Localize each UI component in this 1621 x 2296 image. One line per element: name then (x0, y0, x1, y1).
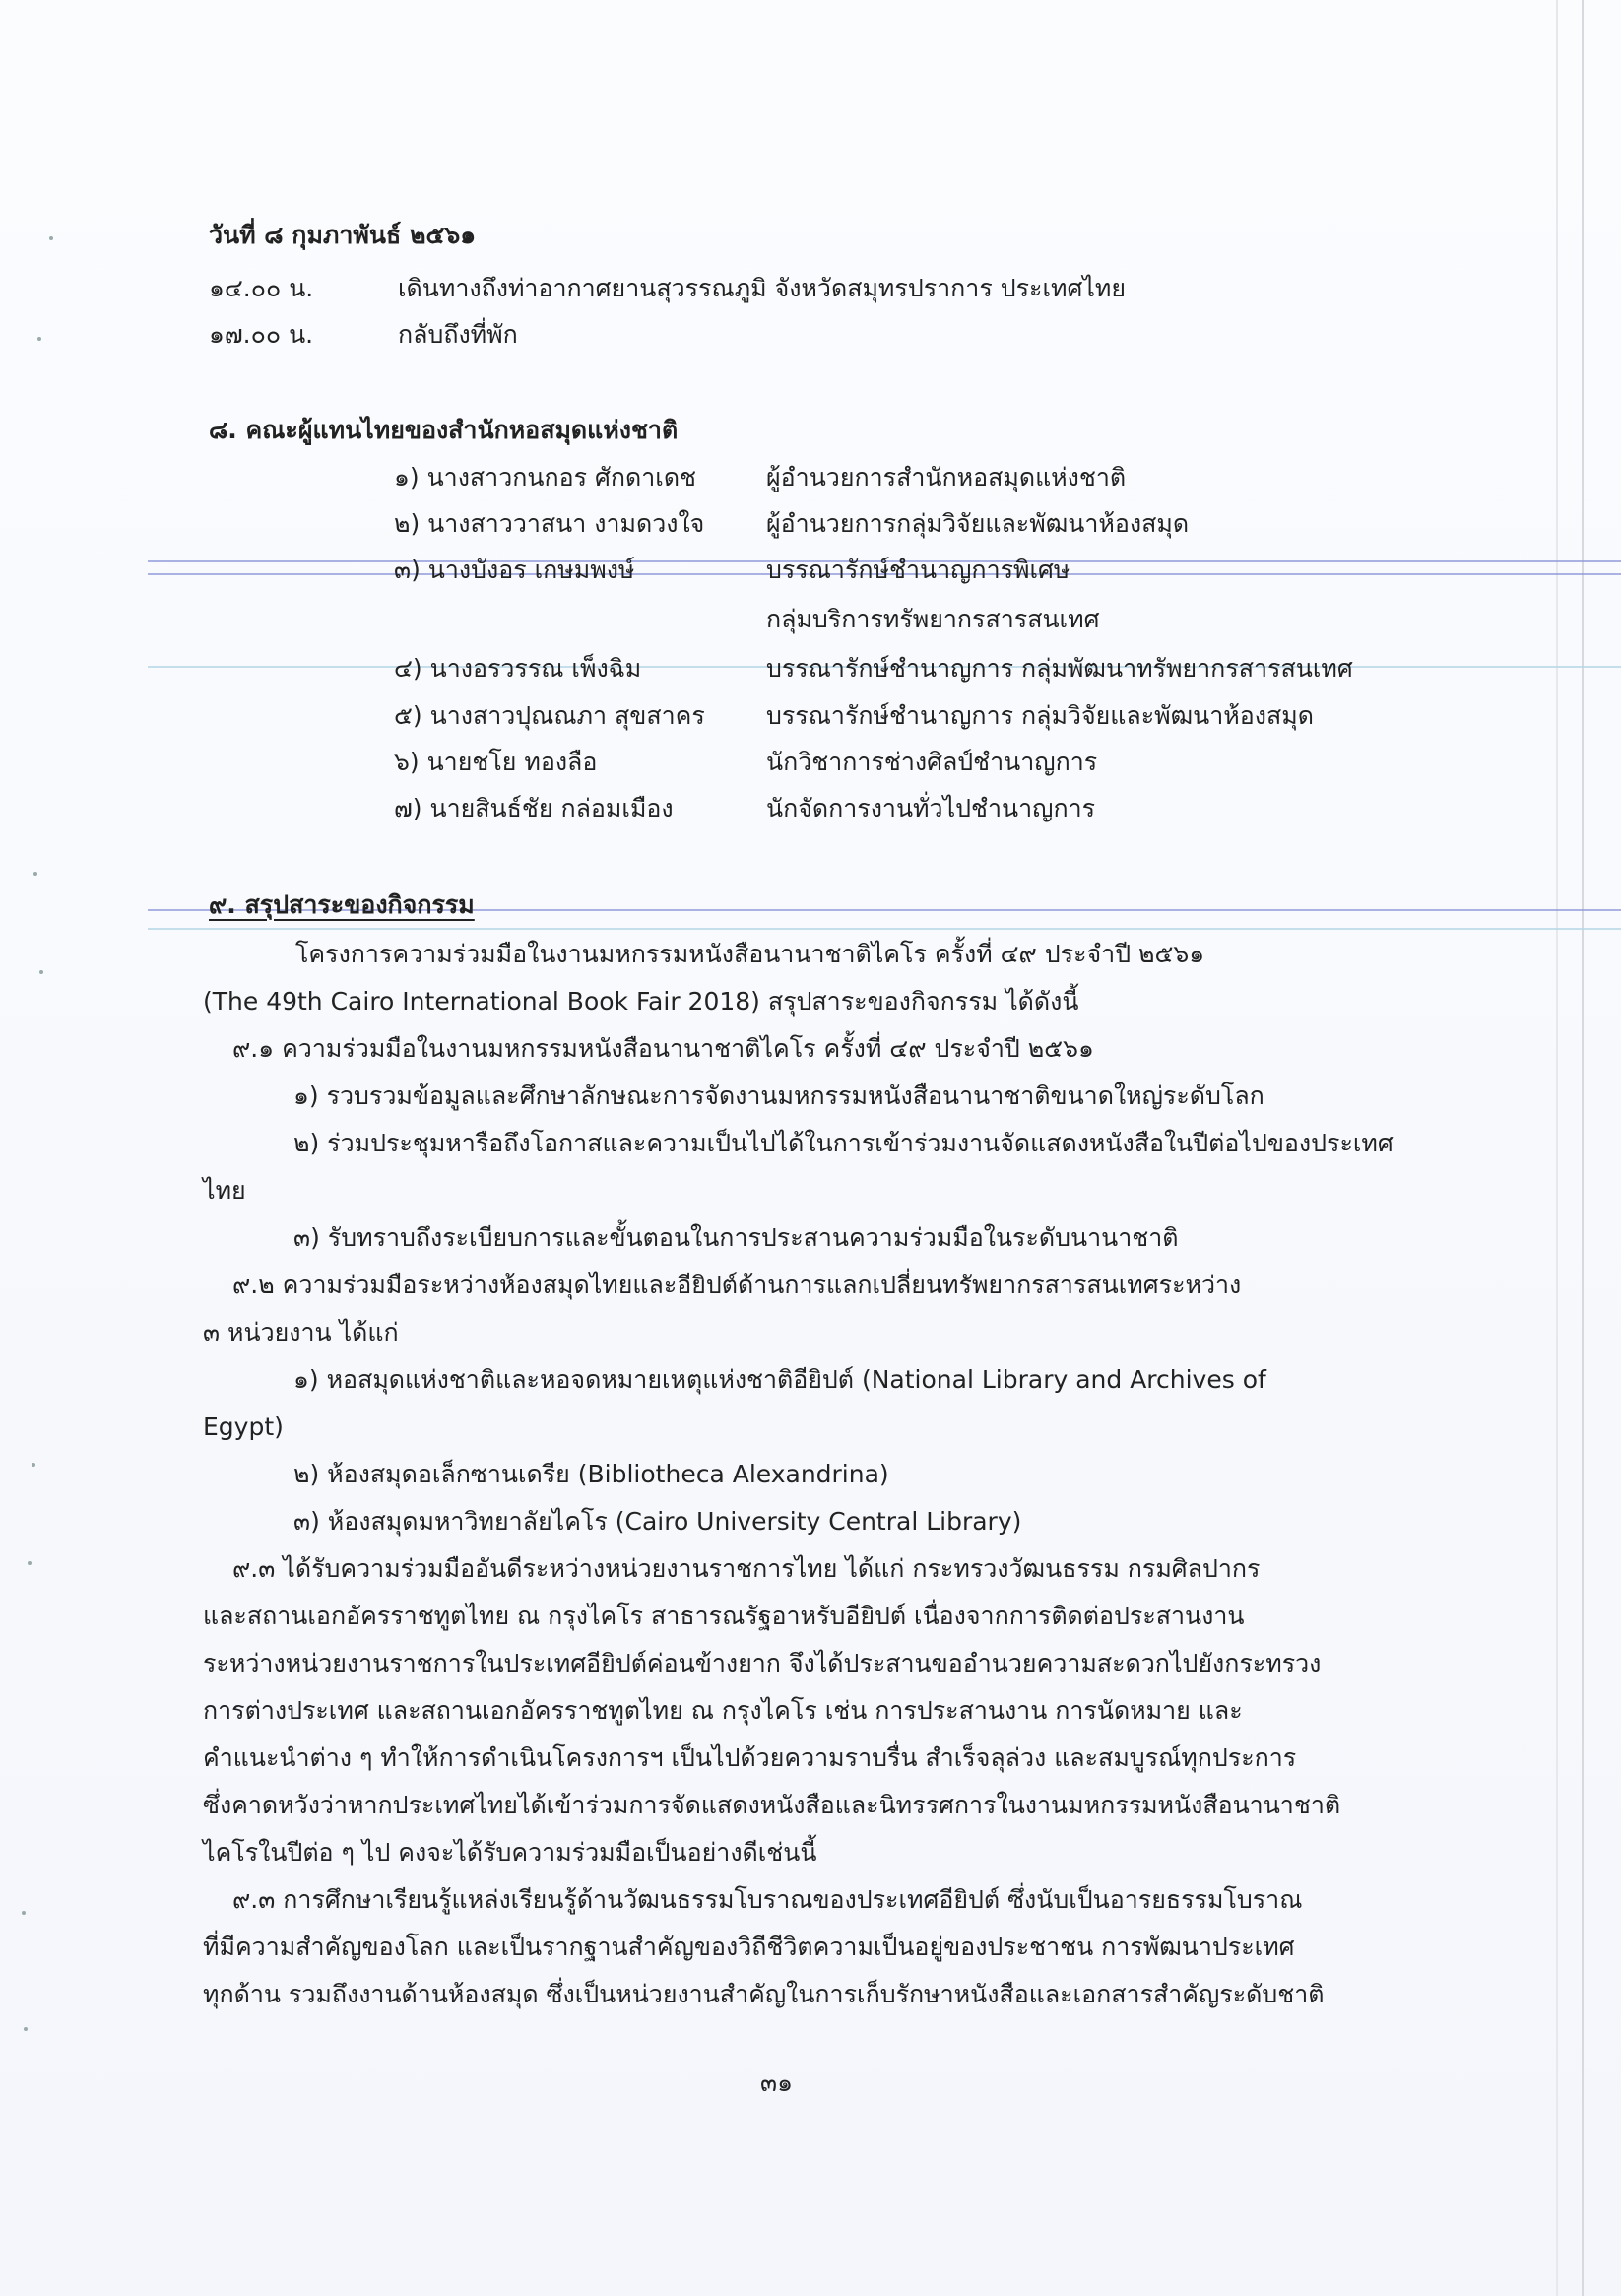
member-name: ๗) นายสินธ์ชัย กล่อมเมือง (394, 794, 674, 822)
member-role: บรรณารักษ์ชำนาญการพิเศษ (766, 556, 1070, 584)
section-9-1-item: ๒) ร่วมประชุมหารือถึงโอกาสและความเป็นไปได้ในการเข้าร่วมงานจัดแสดงหนังสือในปีต่อไปของประเทศ (293, 1129, 1394, 1157)
scan-speck (28, 1561, 32, 1565)
scan-artifact-line (148, 928, 1621, 930)
section-9-1-item: ๑) รวบรวมข้อมูลและศึกษาลักษณะการจัดงานมหกรรมหนังสือนานาชาติขนาดใหญ่ระดับโลก (293, 1082, 1264, 1110)
scan-speck (49, 236, 53, 240)
page-number: ๓๑ (760, 2068, 793, 2097)
schedule-time: ๑๔.๐๐ น. (209, 274, 314, 302)
delegation-heading: ๘. คณะผู้แทนไทยของสำนักหอสมุดแห่งชาติ (209, 416, 679, 444)
member-role: บรรณารักษ์ชำนาญการ กลุ่มวิจัยและพัฒนาห้องสมุด (766, 701, 1314, 730)
section-9-3-line: การต่างประเทศ และสถานเอกอัครราชทูตไทย ณ กรุงไคโร เช่น การประสานงาน การนัดหมาย และ (203, 1696, 1243, 1725)
schedule-text: กลับถึงที่พัก (398, 320, 518, 349)
section-9-3-line: ระหว่างหน่วยงานราชการในประเทศอียิปต์ค่อนข้างยาก จึงได้ประสานขออำนวยความสะดวกไปยังกระทรวง (203, 1649, 1322, 1677)
section-9-3-line: และสถานเอกอัครราชทูตไทย ณ กรุงไคโร สาธารณรัฐอาหรับอียิปต์ เนื่องจากการติดต่อประสานงาน (203, 1602, 1245, 1630)
member-name: ๒) นางสาววาสนา งามดวงใจ (394, 509, 705, 538)
member-name: ๖) นายชโย ทองลือ (394, 748, 598, 776)
member-name: ๕) นางสาวปุณณภา สุขสาคร (394, 701, 705, 730)
member-role-line2: กลุ่มบริการทรัพยากรสารสนเทศ (766, 605, 1100, 633)
section-9-3-line: ซึ่งคาดหวังว่าหากประเทศไทยได้เข้าร่วมการจัดแสดงหนังสือและนิทรรศการในงานมหกรรมหนังสือนานาชาติ (203, 1791, 1341, 1819)
section-9-4-line: ที่มีความสำคัญของโลก และเป็นรากฐานสำคัญของวิถีชีวิตความเป็นอยู่ของประชาชน การพัฒนาประเทศ (203, 1933, 1295, 1961)
scan-speck (32, 1463, 35, 1467)
section-9-4-line: ทุกด้าน รวมถึงงานด้านห้องสมุด ซึ่งเป็นหน่วยงานสำคัญในการเก็บรักษาหนังสือและเอกสารสำคัญระดับชาติ (203, 1980, 1325, 2008)
scan-speck (24, 2027, 28, 2031)
section-9-2-item-wrap: Egypt) (203, 1412, 284, 1441)
member-role: ผู้อำนวยการกลุ่มวิจัยและพัฒนาห้องสมุด (766, 509, 1190, 538)
section-9-1-item: ๓) รับทราบถึงระเบียบการและขั้นตอนในการประสานความร่วมมือในระดับนานาชาติ (293, 1223, 1179, 1252)
member-role: นักวิชาการช่างศิลป์ชำนาญการ (766, 748, 1098, 776)
section-9-4-line: ๙.๓ การศึกษาเรียนรู้แหล่งเรียนรู้ด้านวัฒนธรรมโบราณของประเทศอียิปต์ ซึ่งนับเป็นอารยธรรมโบราณ (232, 1885, 1303, 1914)
section-9-2-item: ๒) ห้องสมุดอเล็กซานเดรีย (Bibliotheca Alexandrina) (293, 1460, 889, 1488)
section-9-3-line: ไคโรในปีต่อ ๆ ไป คงจะได้รับความร่วมมือเป็นอย่างดีเช่นนี้ (203, 1838, 817, 1867)
section-9-3-line: คำแนะนำต่าง ๆ ทำให้การดำเนินโครงการฯ เป็นไปด้วยความราบรื่น สำเร็จลุล่วง และสมบูรณ์ทุกประการ (203, 1743, 1297, 1772)
scan-edge-line (1556, 0, 1558, 2296)
section-9-1-item-wrap: ไทย (203, 1176, 246, 1205)
section-9-1-title: ๙.๑ ความร่วมมือในงานมหกรรมหนังสือนานาชาติไคโร ครั้งที่ ๔๙ ประจำปี ๒๕๖๑ (232, 1034, 1094, 1063)
scan-edge-line (1582, 0, 1584, 2296)
scan-speck (37, 337, 41, 341)
member-name: ๓) นางบังอร เกษมพงษ์ (394, 556, 635, 584)
section-9-2-title-wrap: ๓ หน่วยงาน ได้แก่ (203, 1318, 399, 1346)
scan-speck (33, 872, 37, 876)
date-heading: วันที่ ๘ กุมภาพันธ์ ๒๕๖๑ (209, 221, 477, 249)
summary-intro-line: โครงการความร่วมมือในงานมหกรรมหนังสือนานาชาติไคโร ครั้งที่ ๔๙ ประจำปี ๒๕๖๑ (295, 940, 1205, 968)
member-role: ผู้อำนวยการสำนักหอสมุดแห่งชาติ (766, 463, 1127, 492)
section-9-2-item: ๑) หอสมุดแห่งชาติและหอจดหมายเหตุแห่งชาติอียิปต์ (National Library and Archives of (293, 1365, 1266, 1394)
section-9-3-line: ๙.๓ ได้รับความร่วมมืออันดีระหว่างหน่วยงานราชการไทย ได้แก่ กระทรวงวัฒนธรรม กรมศิลปากร (232, 1554, 1261, 1583)
summary-heading: ๙. สรุปสาระของกิจกรรม (209, 890, 475, 919)
schedule-time: ๑๗.๐๐ น. (209, 320, 314, 349)
section-9-2-item: ๓) ห้องสมุดมหาวิทยาลัยไคโร (Cairo University Central Library) (293, 1507, 1022, 1536)
section-9-2-title: ๙.๒ ความร่วมมือระหว่างห้องสมุดไทยและอียิปต์ด้านการแลกเปลี่ยนทรัพยากรสารสนเทศระหว่าง (232, 1271, 1242, 1299)
member-role: นักจัดการงานทั่วไปชำนาญการ (766, 794, 1096, 822)
scan-speck (39, 970, 43, 974)
summary-intro-line: (The 49th Cairo International Book Fair 2018) สรุปสาระของกิจกรรม ได้ดังนี้ (203, 987, 1079, 1016)
member-name: ๑) นางสาวกนกอร ศักดาเดช (394, 463, 697, 492)
member-name: ๔) นางอรวรรณ เพ็งฉิม (394, 654, 642, 683)
schedule-text: เดินทางถึงท่าอากาศยานสุวรรณภูมิ จังหวัดสมุทรปราการ ประเทศไทย (398, 274, 1127, 302)
scan-speck (22, 1911, 26, 1915)
member-role: บรรณารักษ์ชำนาญการ กลุ่มพัฒนาทรัพยากรสารสนเทศ (766, 654, 1353, 683)
